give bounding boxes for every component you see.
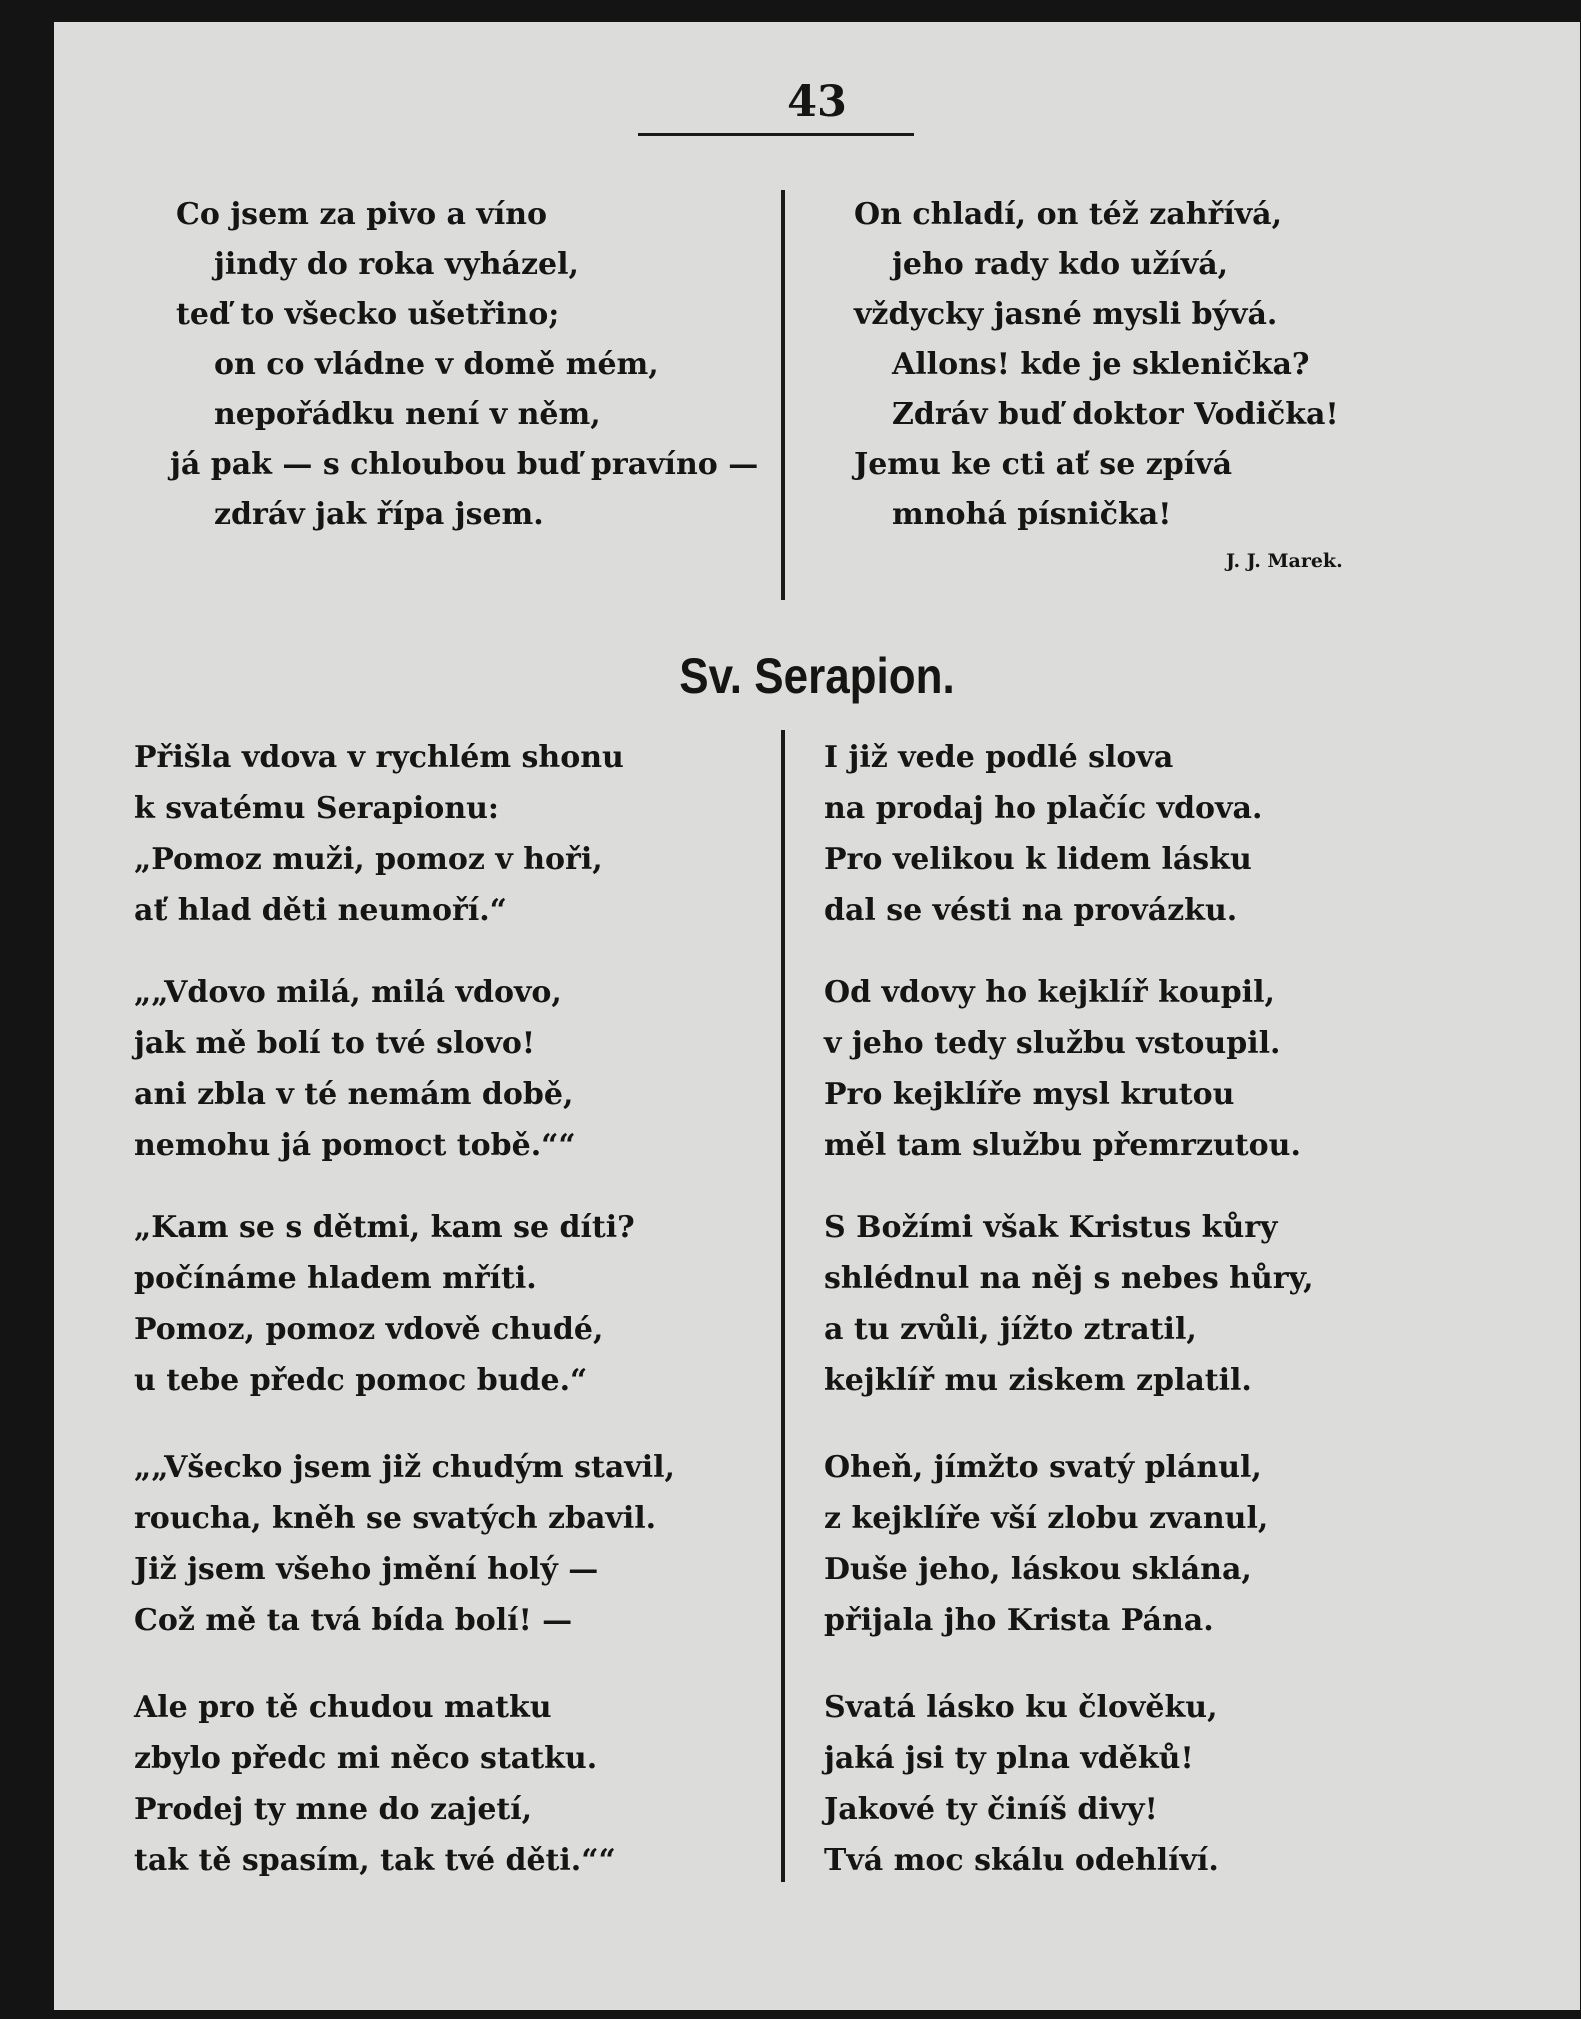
poem-title: Sv. Serapion. xyxy=(679,648,955,704)
verse-line: Tvá moc skálu odehlíví. xyxy=(824,1843,1219,1878)
verse-line: Pomoz, pomoz vdově chudé, xyxy=(134,1312,604,1347)
verse-line: zdráv jak řípa jsem. xyxy=(214,497,544,532)
column-divider-top xyxy=(781,190,785,600)
verse-line: Svatá lásko ku člověku, xyxy=(824,1690,1218,1725)
verse-line: Přišla vdova v rychlém shonu xyxy=(134,740,624,775)
verse-line: Což mě ta tvá bída bolí! — xyxy=(134,1603,573,1638)
verse-line: Zdráv buď doktor Vodička! xyxy=(892,397,1339,432)
verse-line: nemohu já pomoct tobě.““ xyxy=(134,1128,576,1163)
verse-line: na prodaj ho plačíc vdova. xyxy=(824,791,1263,826)
verse-line: přijala jho Krista Pána. xyxy=(824,1603,1214,1638)
verse-line: On chladí, on též zahřívá, xyxy=(854,197,1283,232)
verse-line: já pak — s chloubou buď pravíno — xyxy=(170,447,759,482)
verse-line: Již jsem všeho jmění holý — xyxy=(134,1552,599,1587)
verse-line: vždycky jasné mysli bývá. xyxy=(854,297,1278,332)
verse-line: mnohá písnička! xyxy=(892,497,1172,532)
poem-stanza xyxy=(824,1202,1314,1406)
poem-stanza xyxy=(134,967,576,1171)
poem-stanza xyxy=(824,967,1301,1171)
verse-line: jeho rady kdo užívá, xyxy=(892,247,1229,282)
verse-line: jaká jsi ty plna vděků! xyxy=(824,1741,1194,1776)
page-number-rule xyxy=(638,133,914,136)
verse-line: v jeho tedy službu vstoupil. xyxy=(824,1026,1281,1061)
verse-line: dal se vésti na provázku. xyxy=(824,893,1238,928)
verse-line: Od vdovy ho kejklíř koupil, xyxy=(824,975,1275,1010)
verse-line: kejklíř mu ziskem zplatil. xyxy=(824,1363,1252,1398)
verse-line: „Kam se s dětmi, kam se díti? xyxy=(134,1210,635,1245)
poem-stanza xyxy=(134,1202,635,1406)
verse-line: Duše jeho, láskou sklána, xyxy=(824,1552,1252,1587)
verse-line: Prodej ty mne do zajetí, xyxy=(134,1792,533,1827)
verse-line: u tebe předc pomoc bude.“ xyxy=(134,1363,588,1398)
author-signature: J. J. Marek. xyxy=(1226,550,1343,572)
verse-line: Ale pro tě chudou matku xyxy=(134,1690,552,1725)
verse-line: I již vede podlé slova xyxy=(824,740,1174,775)
book-page xyxy=(54,22,1580,2010)
verse-line: jak mě bolí to tvé slovo! xyxy=(134,1026,536,1061)
verse-line: S Božími však Kristus kůry xyxy=(824,1210,1278,1245)
verse-line: on co vládne v domě mém, xyxy=(214,347,659,382)
verse-line: ať hlad děti neumoří.“ xyxy=(134,893,507,928)
verse-line: Jakové ty činíš divy! xyxy=(824,1792,1158,1827)
verse-line: roucha, kněh se svatých zbavil. xyxy=(134,1501,657,1536)
poem-stanza xyxy=(134,1442,675,1646)
verse-line: Pro kejklíře mysl krutou xyxy=(824,1077,1235,1112)
poem-stanza-top-left xyxy=(54,190,758,540)
verse-line: Allons! kde je sklenička? xyxy=(892,347,1310,382)
poem-stanza xyxy=(134,732,624,936)
verse-line: teď to všecko ušetřino; xyxy=(176,297,560,332)
verse-line: Oheň, jímžto svatý plánul, xyxy=(824,1450,1262,1485)
verse-line: měl tam službu přemrzutou. xyxy=(824,1128,1301,1163)
poem-stanza xyxy=(824,1682,1219,1886)
page-number: 43 xyxy=(787,77,847,127)
verse-line: „„Všecko jsem již chudým stavil, xyxy=(134,1450,675,1485)
verse-line: Pro velikou k lidem lásku xyxy=(824,842,1252,877)
column-divider-bottom xyxy=(781,730,785,1882)
poem-stanza xyxy=(824,1442,1268,1646)
verse-line: ani zbla v té nemám době, xyxy=(134,1077,574,1112)
verse-line: shlédnul na něj s nebes hůry, xyxy=(824,1261,1314,1296)
verse-line: k svatému Serapionu: xyxy=(134,791,500,826)
verse-line: a tu zvůli, jížto ztratil, xyxy=(824,1312,1197,1347)
verse-line: jindy do roka vyházel, xyxy=(214,247,579,282)
poem-stanza xyxy=(824,732,1262,936)
verse-line: zbylo předc mi něco statku. xyxy=(134,1741,598,1776)
verse-line: Co jsem za pivo a víno xyxy=(176,197,548,232)
verse-line: počínáme hladem mříti. xyxy=(134,1261,537,1296)
verse-line: tak tě spasím, tak tvé děti.““ xyxy=(134,1843,616,1878)
verse-line: „Pomoz muži, pomoz v hoři, xyxy=(134,842,603,877)
verse-line: „„Vdovo milá, milá vdovo, xyxy=(134,975,562,1010)
verse-line: Jemu ke cti ať se zpívá xyxy=(854,447,1233,482)
poem-stanza-top-right xyxy=(854,190,1339,540)
poem-stanza xyxy=(134,1682,616,1886)
verse-line: z kejklíře vší zlobu zvanul, xyxy=(824,1501,1269,1536)
verse-line: nepořádku není v něm, xyxy=(214,397,601,432)
